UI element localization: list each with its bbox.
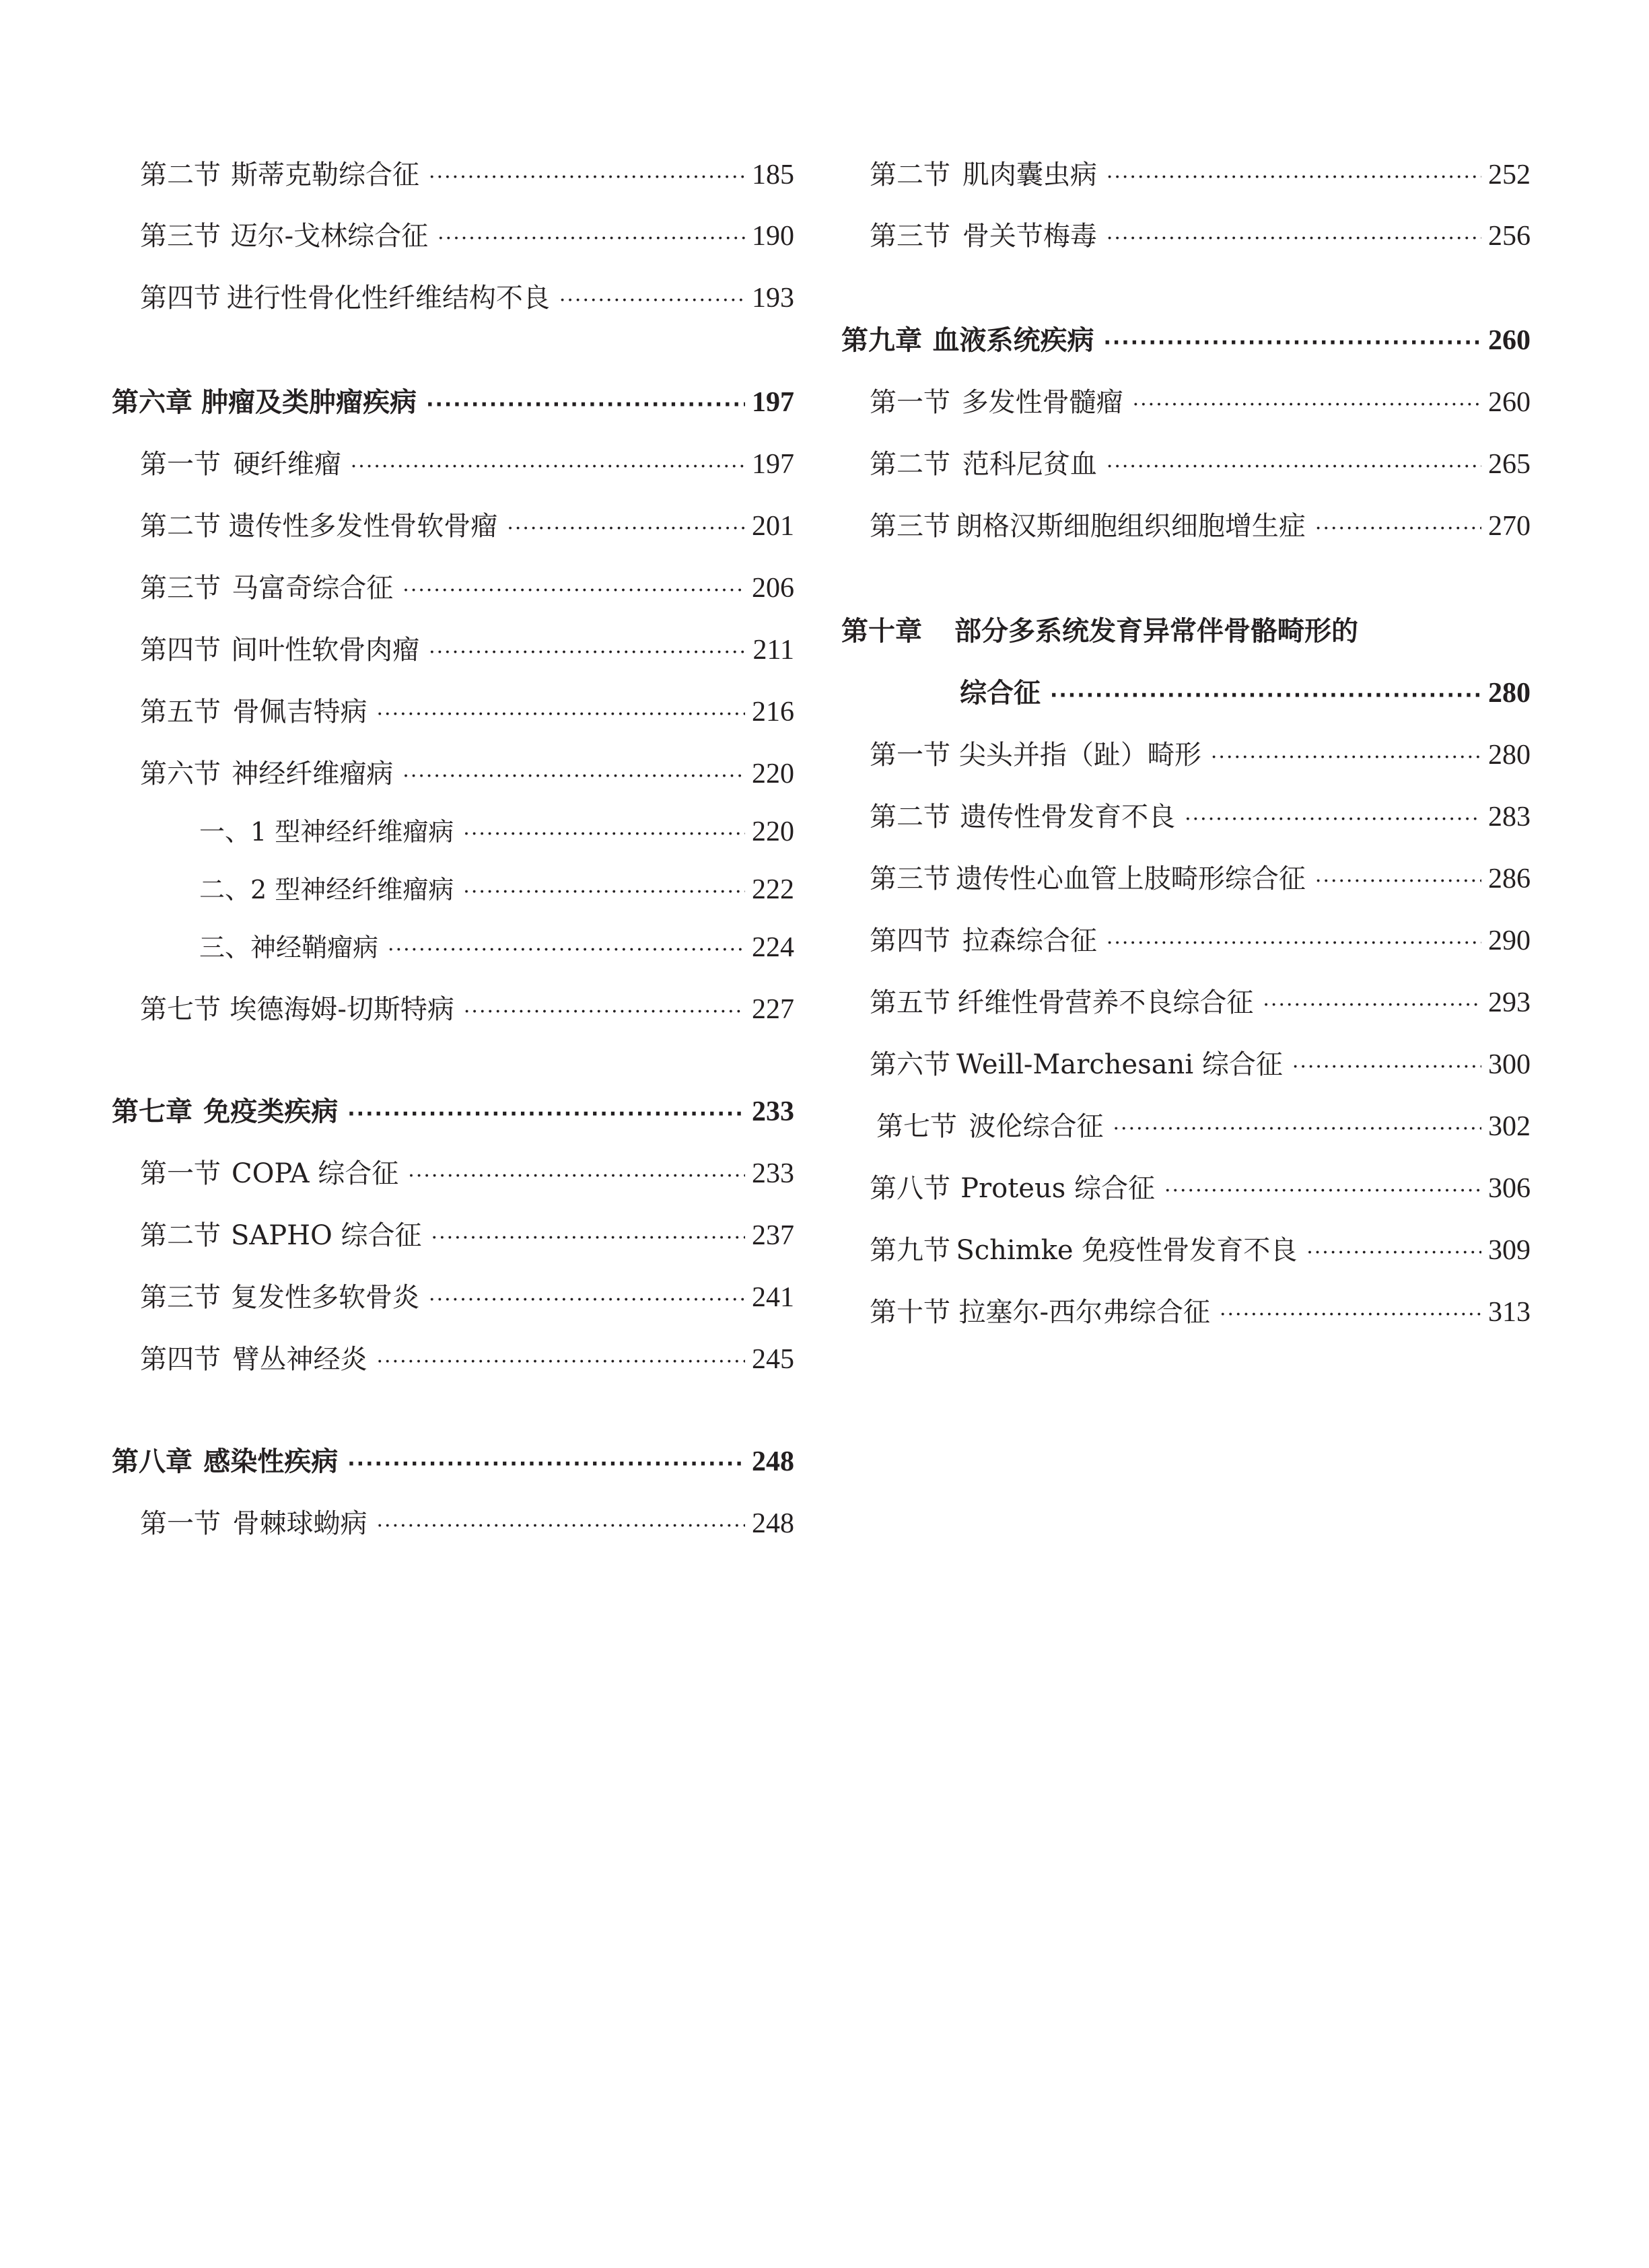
dot-leader (426, 386, 745, 424)
toc-section-entry[interactable] (870, 922, 1531, 960)
subsection-number: 二、 (199, 875, 251, 905)
page-number: 256 (1488, 221, 1531, 252)
dot-leader (437, 220, 745, 258)
toc-section-entry[interactable] (140, 1155, 794, 1193)
page-number: 233 (752, 1096, 794, 1127)
page-number: 220 (752, 816, 794, 847)
dot-leader (1263, 987, 1481, 1024)
section-title: 遗传性心血管上肢畸形综合征 (955, 863, 1306, 894)
section-number: 第二节 (140, 160, 221, 190)
section-number: 第三节 (140, 1282, 221, 1313)
section-number: 第六节 (140, 758, 221, 789)
dot-leader (377, 696, 745, 734)
chapter-title-continued: 综合征 (960, 678, 1041, 709)
section-number: 第三节 (870, 511, 950, 542)
toc-section-entry[interactable] (140, 1217, 794, 1254)
page-number: 309 (1488, 1235, 1531, 1266)
section-number: 第九节 (870, 1235, 950, 1266)
section-title: 骨关节梅毒 (962, 221, 1097, 252)
toc-section-entry[interactable] (140, 693, 794, 731)
section-number: 第二节 (140, 1220, 221, 1251)
page-number: 185 (752, 160, 794, 190)
dot-leader (507, 510, 745, 548)
dot-leader (463, 816, 745, 853)
section-title: 遗传性多发性骨软骨瘤 (228, 511, 498, 542)
page-number: 227 (752, 994, 794, 1025)
toc-section-entry[interactable] (870, 798, 1531, 836)
section-title: 复发性多软骨炎 (231, 1282, 420, 1313)
dot-leader (1292, 1049, 1481, 1086)
section-number: 第四节 (140, 1344, 221, 1375)
page-number: 245 (752, 1344, 794, 1375)
toc-section-entry[interactable] (140, 569, 794, 607)
section-title: 尖头并指（趾）畸形 (958, 740, 1201, 771)
section-number: 第三节 (140, 221, 221, 252)
toc-section-entry[interactable] (140, 156, 794, 194)
chapter-number: 第九章 (841, 325, 922, 356)
dot-leader (1211, 739, 1481, 777)
section-title: 朗格汉斯细胞组织细胞增生症 (955, 511, 1306, 542)
toc-section-entry[interactable] (140, 217, 794, 255)
page-number: 206 (752, 573, 794, 604)
dot-leader (1220, 1296, 1481, 1334)
section-number: 第一节 (140, 1508, 221, 1539)
dot-leader (408, 1158, 745, 1195)
dot-leader (388, 931, 745, 969)
section-title: 遗传性骨发育不良 (960, 802, 1176, 832)
page-number: 193 (752, 283, 794, 314)
page-number: 252 (1488, 160, 1531, 190)
page-number: 197 (752, 387, 794, 418)
page-number: 233 (752, 1158, 794, 1189)
page-number: 241 (752, 1282, 794, 1313)
section-number: 第十节 (870, 1297, 950, 1328)
chapter-number: 第六章 (112, 387, 192, 418)
dot-leader (463, 874, 745, 911)
dot-leader (1107, 448, 1481, 486)
section-number: 第五节 (870, 987, 950, 1018)
page-number: 300 (1488, 1049, 1531, 1080)
page-number: 265 (1488, 449, 1531, 480)
toc-chapter-entry[interactable] (841, 322, 1531, 359)
section-title: Weill-Marchesani 综合征 (956, 1049, 1283, 1080)
toc-section-entry[interactable] (870, 736, 1531, 774)
page-number: 260 (1488, 387, 1531, 418)
section-number: 第一节 (140, 449, 221, 480)
section-title: 硬纤维瘤 (233, 449, 341, 480)
dot-leader (1107, 220, 1481, 258)
section-number: 第七节 (876, 1111, 957, 1142)
dot-leader (1315, 510, 1481, 548)
subsection-title: 1 型神经纤维瘤病 (250, 817, 454, 847)
section-number: 第二节 (870, 802, 950, 832)
section-number: 第八节 (870, 1173, 950, 1204)
toc-chapter-entry-continued[interactable] (960, 674, 1531, 712)
subsection-title: 神经鞘瘤病 (250, 933, 379, 962)
toc-chapter-heading[interactable] (841, 612, 1531, 650)
dot-leader (431, 1219, 745, 1257)
toc-subsection-entry[interactable] (199, 813, 794, 851)
page-number: 197 (752, 449, 794, 480)
section-title: 骨棘球蚴病 (232, 1508, 367, 1539)
toc-section-entry[interactable] (870, 1170, 1531, 1207)
dot-leader (1050, 677, 1481, 715)
section-title: 骨佩吉特病 (232, 697, 367, 728)
toc-section-entry[interactable] (140, 446, 794, 483)
dot-leader (1133, 386, 1481, 424)
section-title: 纤维性骨营养不良综合征 (957, 987, 1254, 1018)
section-number: 第一节 (140, 1158, 221, 1189)
chapter-title: 肿瘤及类肿瘤疾病 (201, 387, 417, 418)
dot-leader (429, 634, 746, 672)
section-title: 神经纤维瘤病 (232, 758, 394, 789)
toc-section-entry[interactable] (870, 507, 1531, 545)
chapter-title: 感染性疾病 (203, 1446, 339, 1477)
toc-section-entry[interactable] (876, 1108, 1531, 1145)
section-title: 波伦综合征 (969, 1111, 1104, 1142)
toc-subsection-entry[interactable] (199, 929, 794, 966)
chapter-title: 部分多系统发育异常伴骨骼畸形的 (954, 616, 1358, 647)
dot-leader (1306, 1234, 1481, 1272)
toc-subsection-entry[interactable] (199, 871, 794, 909)
section-title: 臂丛神经炎 (232, 1344, 367, 1375)
page-number: 280 (1488, 740, 1531, 771)
toc-section-entry[interactable] (870, 984, 1531, 1022)
section-title: SAPHO 综合征 (230, 1220, 422, 1251)
page-number: 190 (752, 221, 794, 252)
section-number: 第二节 (140, 511, 221, 542)
section-number: 第七节 (140, 994, 221, 1025)
dot-leader (464, 993, 745, 1031)
page-number: 306 (1488, 1173, 1531, 1204)
section-title: 进行性骨化性纤维结构不良 (226, 283, 550, 314)
section-number: 第二节 (870, 160, 950, 190)
toc-section-entry[interactable] (140, 1279, 794, 1316)
page-number: 260 (1487, 325, 1531, 356)
toc-section-entry[interactable] (870, 860, 1531, 898)
section-title: 拉塞尔-西尔弗综合征 (958, 1297, 1210, 1328)
section-title: Schimke 免疫性骨发育不良 (956, 1235, 1298, 1266)
dot-leader (1107, 159, 1481, 197)
dot-leader (1107, 925, 1481, 962)
section-number: 第五节 (140, 697, 221, 728)
section-title: 范科尼贫血 (962, 449, 1097, 480)
toc-section-entry[interactable] (140, 1341, 794, 1378)
chapter-title: 免疫类疾病 (203, 1096, 339, 1127)
section-title: 迈尔-戈林综合征 (230, 221, 429, 252)
subsection-number: 一、 (199, 817, 251, 847)
dot-leader (402, 572, 745, 610)
toc-section-entry[interactable] (870, 1294, 1531, 1331)
page-number: 211 (752, 635, 794, 666)
page-number: 293 (1488, 987, 1531, 1018)
toc-section-entry[interactable] (870, 384, 1531, 421)
toc-chapter-entry[interactable] (112, 384, 794, 421)
dot-leader (377, 1343, 745, 1381)
dot-leader (429, 159, 745, 197)
dot-leader (377, 1508, 745, 1545)
toc-chapter-entry[interactable] (112, 1443, 794, 1481)
dot-leader (429, 1281, 745, 1319)
page-number: 222 (752, 874, 794, 905)
section-number: 第四节 (140, 283, 221, 314)
toc-section-entry[interactable] (870, 1232, 1531, 1269)
section-title: 埃德海姆-切斯特病 (230, 994, 454, 1025)
page-number: 302 (1488, 1111, 1531, 1142)
dot-leader (1113, 1110, 1481, 1148)
subsection-number: 三、 (199, 933, 251, 962)
page-number: 270 (1488, 511, 1531, 542)
toc-section-entry[interactable] (140, 631, 794, 669)
dot-leader (1185, 801, 1481, 839)
page-number: 201 (752, 511, 794, 542)
section-number: 第一节 (870, 387, 950, 418)
page-number: 290 (1488, 925, 1531, 956)
dot-leader (351, 448, 745, 486)
dot-leader (347, 1096, 745, 1133)
section-title: Proteus 综合征 (960, 1173, 1155, 1204)
section-title: 斯蒂克勒综合征 (231, 160, 420, 190)
section-number: 第三节 (870, 863, 950, 894)
section-number: 第一节 (870, 740, 950, 771)
chapter-number: 第七章 (112, 1096, 192, 1127)
section-title: 马富奇综合征 (232, 573, 394, 604)
dot-leader (1315, 863, 1481, 900)
section-number: 第四节 (870, 925, 950, 956)
page-number: 220 (752, 758, 794, 789)
page-number: 248 (752, 1446, 794, 1477)
dot-leader (1103, 324, 1481, 362)
section-number: 第三节 (870, 221, 950, 252)
section-title: 拉森综合征 (962, 925, 1097, 956)
chapter-number: 第八章 (112, 1446, 192, 1477)
page-number: 283 (1488, 802, 1531, 832)
section-title: 肌肉囊虫病 (962, 160, 1097, 190)
section-title: COPA 综合征 (232, 1158, 399, 1189)
section-number: 第二节 (870, 449, 950, 480)
toc-section-entry[interactable] (140, 279, 794, 317)
toc-section-entry[interactable] (140, 991, 794, 1028)
chapter-number: 第十章 (841, 616, 922, 647)
page-number: 286 (1488, 863, 1531, 894)
page-number: 280 (1488, 678, 1531, 709)
section-title: 间叶性软骨肉瘤 (231, 635, 420, 666)
toc-section-entry[interactable] (870, 1046, 1531, 1084)
toc-section-entry[interactable] (870, 446, 1531, 483)
toc-section-entry[interactable] (140, 755, 794, 793)
toc-section-entry[interactable] (140, 1505, 794, 1543)
toc-section-entry[interactable] (870, 217, 1531, 255)
page-number: 224 (752, 932, 794, 963)
chapter-title: 血液系统疾病 (932, 325, 1094, 356)
dot-leader (402, 758, 745, 795)
page-number: 313 (1488, 1297, 1531, 1328)
dot-leader (559, 282, 745, 320)
page-number: 237 (752, 1220, 794, 1251)
toc-section-entry[interactable] (870, 156, 1531, 194)
section-title: 多发性骨髓瘤 (961, 387, 1123, 418)
toc-chapter-entry[interactable] (112, 1093, 794, 1131)
section-number: 第三节 (140, 573, 221, 604)
dot-leader (1164, 1172, 1481, 1210)
page-number: 248 (752, 1508, 794, 1539)
page-number: 216 (752, 697, 794, 728)
section-number: 第六节 (870, 1049, 950, 1080)
subsection-title: 2 型神经纤维瘤病 (250, 875, 454, 905)
dot-leader (347, 1446, 745, 1483)
section-number: 第四节 (140, 635, 221, 666)
toc-section-entry[interactable] (140, 507, 794, 545)
